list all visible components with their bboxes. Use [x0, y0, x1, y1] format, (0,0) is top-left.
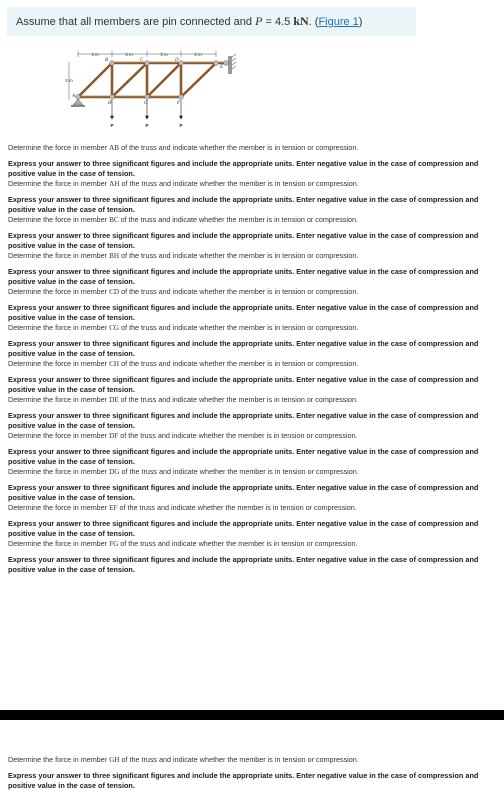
question-prompt: Determine the force in member GH of the truss and indicate whether the member is in tension or compression. — [8, 755, 359, 764]
statement-prefix: Assume that all members are pin connected and — [16, 16, 256, 28]
dim-label-3: 3 m — [160, 52, 168, 57]
member-name: DG — [109, 468, 120, 476]
question-prompt: Determine the force in member FG of the truss and indicate whether the member is in tension or compression. — [8, 539, 358, 548]
question-block — [8, 395, 496, 431]
node-label-g: G — [144, 101, 148, 106]
section-divider — [0, 710, 504, 720]
question-block — [8, 539, 496, 575]
problem-statement — [7, 7, 416, 36]
question-block — [8, 323, 496, 359]
question-list — [8, 143, 496, 575]
answer-instructions: Express your answer to three significant figures and include the appropriate units. Enter negative value in the case of compression and positive value in the case of tension. — [8, 555, 479, 574]
answer-instructions: Express your answer to three significant figures and include the appropriate units. Enter negative value in the case of compression and positive value in the case of tension. — [8, 339, 479, 358]
truss-figure[interactable] — [58, 48, 238, 133]
node-label-h: H — [108, 101, 112, 106]
question-prompt: Determine the force in member CG of the truss and indicate whether the member is in tension or compression. — [8, 323, 359, 332]
figure-link[interactable]: Figure 1 — [318, 16, 359, 28]
truss-members — [78, 63, 226, 97]
height-label: 3 m — [65, 78, 73, 83]
member-name: GH — [109, 756, 120, 764]
question-prompt: Determine the force in member AH of the truss and indicate whether the member is in tension or compression. — [8, 179, 359, 188]
node-label-e: E — [220, 65, 224, 70]
statement-sep: . ( — [308, 16, 319, 28]
answer-instructions: Express your answer to three significant figures and include the appropriate units. Enter negative value in the case of compression and positive value in the case of tension. — [8, 375, 479, 394]
load-unit: kN — [293, 14, 309, 28]
question-block — [8, 359, 496, 395]
load-label-1: P — [110, 123, 114, 128]
member-name: AB — [109, 144, 120, 152]
load-equals: = 4.5 — [262, 16, 294, 28]
answer-instructions: Express your answer to three significant figures and include the appropriate units. Enter negative value in the case of compression and positive value in the case of tension. — [8, 231, 479, 250]
question-block — [8, 215, 496, 251]
question-prompt: Determine the force in member BH of the truss and indicate whether the member is in tension or compression. — [8, 251, 359, 260]
dim-label-4: 3 m — [194, 52, 202, 57]
question-block — [8, 143, 496, 179]
question-block — [8, 431, 496, 467]
member-name: AH — [109, 180, 120, 188]
dim-label-1: 3 m — [91, 52, 99, 57]
member-name: DF — [109, 432, 119, 440]
member-name: BH — [109, 252, 120, 260]
question-prompt: Determine the force in member BC of the truss and indicate whether the member is in tension or compression. — [8, 215, 358, 224]
answer-instructions: Express your answer to three significant figures and include the appropriate units. Enter negative value in the case of compression and positive value in the case of tension. — [8, 195, 479, 214]
question-block — [8, 179, 496, 215]
answer-instructions: Express your answer to three significant figures and include the appropriate units. Enter negative value in the case of compression and positive value in the case of tension. — [8, 447, 479, 466]
question-prompt: Determine the force in member DE of the truss and indicate whether the member is in tension or compression. — [8, 395, 358, 404]
question-prompt: Determine the force in member CD of the truss and indicate whether the member is in tension or compression. — [8, 287, 359, 296]
member-name: DE — [109, 396, 119, 404]
member-name: CG — [109, 324, 120, 332]
member-name: CH — [109, 360, 120, 368]
answer-instructions: Express your answer to three significant figures and include the appropriate units. Enter negative value in the case of compression and positive value in the case of tension. — [8, 303, 479, 322]
answer-instructions: Express your answer to three significant figures and include the appropriate units. Enter negative value in the case of compression and positive value in the case of tension. — [8, 771, 479, 790]
question-prompt: Determine the force in member DG of the truss and indicate whether the member is in tension or compression. — [8, 467, 359, 476]
load-label-2: P — [145, 123, 149, 128]
answer-instructions: Express your answer to three significant figures and include the appropriate units. Enter negative value in the case of compression and positive value in the case of tension. — [8, 519, 479, 538]
dim-label-2: 3 m — [125, 52, 133, 57]
node-label-b: B — [105, 58, 109, 63]
load-variable: P — [255, 14, 263, 28]
question-block-gh — [8, 755, 496, 791]
question-prompt: Determine the force in member CH of the truss and indicate whether the member is in tension or compression. — [8, 359, 359, 368]
question-block — [8, 467, 496, 503]
answer-instructions: Express your answer to three significant figures and include the appropriate units. Enter negative value in the case of compression and positive value in the case of tension. — [8, 411, 479, 430]
member-name: BC — [109, 216, 119, 224]
member-name: EF — [109, 504, 118, 512]
member-name: CD — [109, 288, 120, 296]
node-label-a: A — [72, 94, 76, 99]
answer-instructions: Express your answer to three significant figures and include the appropriate units. Enter negative value in the case of compression and positive value in the case of tension. — [8, 159, 479, 178]
node-label-d: D — [175, 58, 179, 63]
answer-instructions: Express your answer to three significant figures and include the appropriate units. Enter negative value in the case of compression and positive value in the case of tension. — [8, 267, 479, 286]
wall-support — [228, 54, 236, 74]
pin-support — [71, 99, 85, 107]
answer-instructions: Express your answer to three significant figures and include the appropriate units. Enter negative value in the case of compression and positive value in the case of tension. — [8, 483, 479, 502]
member-name: FG — [109, 540, 119, 548]
question-prompt: Determine the force in member AB of the truss and indicate whether the member is in tension or compression. — [8, 143, 359, 152]
question-prompt: Determine the force in member EF of the truss and indicate whether the member is in tension or compression. — [8, 503, 357, 512]
question-block — [8, 287, 496, 323]
node-label-c: C — [140, 58, 144, 63]
load-label-3: P — [179, 123, 183, 128]
question-prompt: Determine the force in member DF of the truss and indicate whether the member is in tension or compression. — [8, 431, 358, 440]
statement-suffix: ) — [358, 16, 363, 28]
node-label-f: F — [177, 101, 181, 106]
question-block — [8, 503, 496, 539]
question-block — [8, 251, 496, 287]
